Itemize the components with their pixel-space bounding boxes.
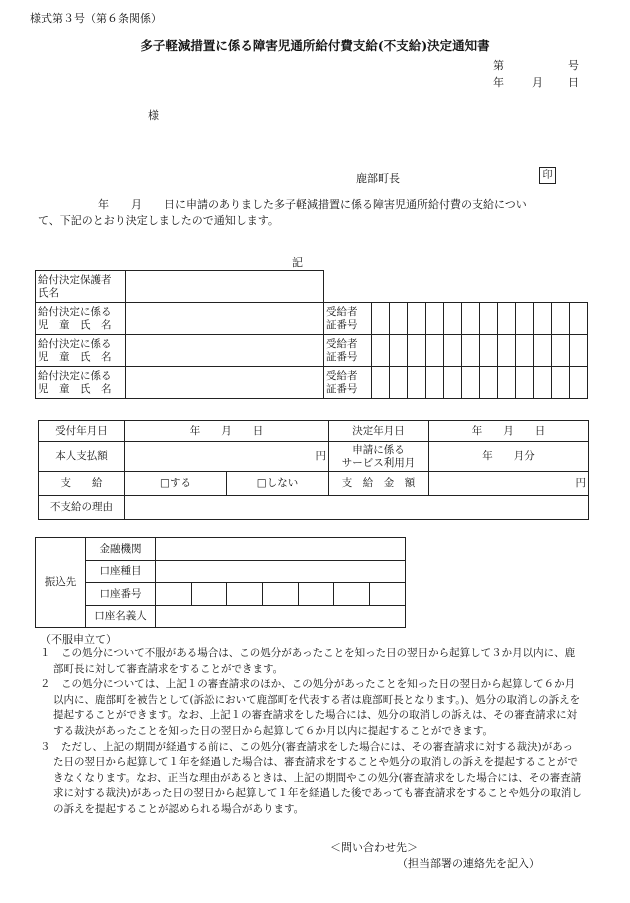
- account-digit-cell[interactable]: [263, 583, 299, 606]
- seal-mark: 印: [539, 167, 556, 184]
- appeal-note-1: １ この処分について不服がある場合は、この処分があったことを知った日の翌日から起算して３か月以内に、鹿部町長に対して審査請求をすることができます。: [40, 647, 576, 675]
- account-type-field[interactable]: [156, 561, 406, 583]
- yen-unit: 円: [315, 450, 326, 463]
- bank-label: 金融機関: [86, 538, 156, 561]
- decision-date-value[interactable]: 年 月 日: [429, 421, 589, 442]
- transfer-table: [35, 537, 406, 628]
- child-name-field[interactable]: [126, 335, 324, 367]
- account-name-field[interactable]: [156, 606, 406, 628]
- body-text-line2: て、下記のとおり決定しましたので通知します。: [38, 214, 279, 227]
- date-day: 日: [568, 76, 579, 89]
- reason-label: 不支給の理由: [39, 496, 125, 520]
- payment-label: 支 給: [39, 472, 125, 496]
- recipient-table: [35, 270, 588, 399]
- addressee-suffix: 様: [148, 109, 159, 122]
- inquiry-note: （担当部署の連絡先を記入）: [397, 857, 540, 870]
- amount-label: 支 給 金 額: [329, 472, 429, 496]
- guardian-name-field[interactable]: [126, 271, 324, 303]
- appeal-notes: [28, 646, 583, 818]
- account-digit-cell[interactable]: [298, 583, 334, 606]
- self-pay-label: 本人支払額: [39, 442, 125, 472]
- account-name-label: 口座名義人: [86, 606, 156, 628]
- decision-date-label: 決定年月日: [329, 421, 429, 442]
- document-title: 多子軽減措置に係る障害児通所給付費支給(不支給)決定通知書: [140, 38, 490, 53]
- number-prefix: 第: [493, 59, 504, 72]
- child-name-field[interactable]: [126, 367, 324, 399]
- appeal-heading: （不服申立て）: [40, 633, 117, 646]
- received-date-label: 受付年月日: [39, 421, 125, 442]
- issuer-name: 鹿部町長: [356, 172, 400, 185]
- account-digit-cell[interactable]: [334, 583, 370, 606]
- payment-no-checkbox[interactable]: □しない: [227, 472, 329, 496]
- body-text-line1: 年 月 日に申請のありました多子軽減措置に係る障害児通所給付費の支給につい: [98, 198, 527, 211]
- self-pay-value[interactable]: [125, 442, 329, 472]
- reason-field[interactable]: [125, 496, 589, 520]
- decision-table: [38, 420, 589, 520]
- service-month-value[interactable]: 年 月分: [429, 442, 589, 472]
- number-suffix: 号: [568, 59, 579, 72]
- form-number: 様式第３号（第６条関係）: [30, 12, 162, 25]
- child-row: 給付決定に係る 児 童 氏 名 受給者 証番号: [36, 335, 588, 367]
- account-digit-cell[interactable]: [191, 583, 227, 606]
- ki-label: 記: [292, 256, 303, 269]
- account-number-label: 口座番号: [86, 583, 156, 606]
- inquiry-heading: ＜問い合わせ先＞: [330, 841, 418, 854]
- account-digit-cell[interactable]: [156, 583, 192, 606]
- account-digit-cell[interactable]: [227, 583, 263, 606]
- bank-field[interactable]: [156, 538, 406, 561]
- child-name-field[interactable]: [126, 303, 324, 335]
- date-month: 月: [532, 76, 543, 89]
- account-type-label: 口座種目: [86, 561, 156, 583]
- payment-yes-checkbox[interactable]: □する: [125, 472, 227, 496]
- received-date-value[interactable]: 年 月 日: [125, 421, 329, 442]
- transfer-label: 振込先: [36, 538, 86, 628]
- child-row: 給付決定に係る 児 童 氏 名 受給者 証番号: [36, 303, 588, 335]
- amount-value[interactable]: [429, 472, 589, 496]
- appeal-note-2: ２ この処分については、上記１の審査請求のほか、この処分があったことを知った日の翌日から起算して６か月以内に、鹿部町を被告として(訴訟において鹿部町を代表する者は鹿部町長となります。)、処分の取消しの訴えを提起することができます。なお、上記１の審査請求をした場合には、処分の取消しの訴えは、その審査請求に対する裁決があったことを知った日の翌日から起算して６か月以内に提起することができます。: [40, 678, 581, 737]
- account-digit-cell[interactable]: [370, 583, 406, 606]
- yen-unit: 円: [575, 477, 586, 490]
- child-row: 給付決定に係る 児 童 氏 名 受給者 証番号: [36, 367, 588, 399]
- appeal-note-3: ３ ただし、上記の期間が経過する前に、この処分(審査請求をした場合には、その審査請求に対する裁決)があった日の翌日から起算して１年を経過した場合は、審査請求をすることや処分の取消しの訴えを提起することができなくなります。なお、正当な理由があるときは、上記の期間やこの処分(審査請求をした場合には、その審査請求に対する裁決)があった日の翌日から起算して１年を経過した後であっても審査請求をすることや処分の取消しの訴えを提起することが認められる場合があります。: [40, 740, 582, 815]
- guardian-name-label: 給付決定保護者 氏名: [36, 271, 126, 303]
- service-month-label: 申請に係る サービス利用月: [329, 442, 429, 472]
- date-year: 年: [493, 76, 504, 89]
